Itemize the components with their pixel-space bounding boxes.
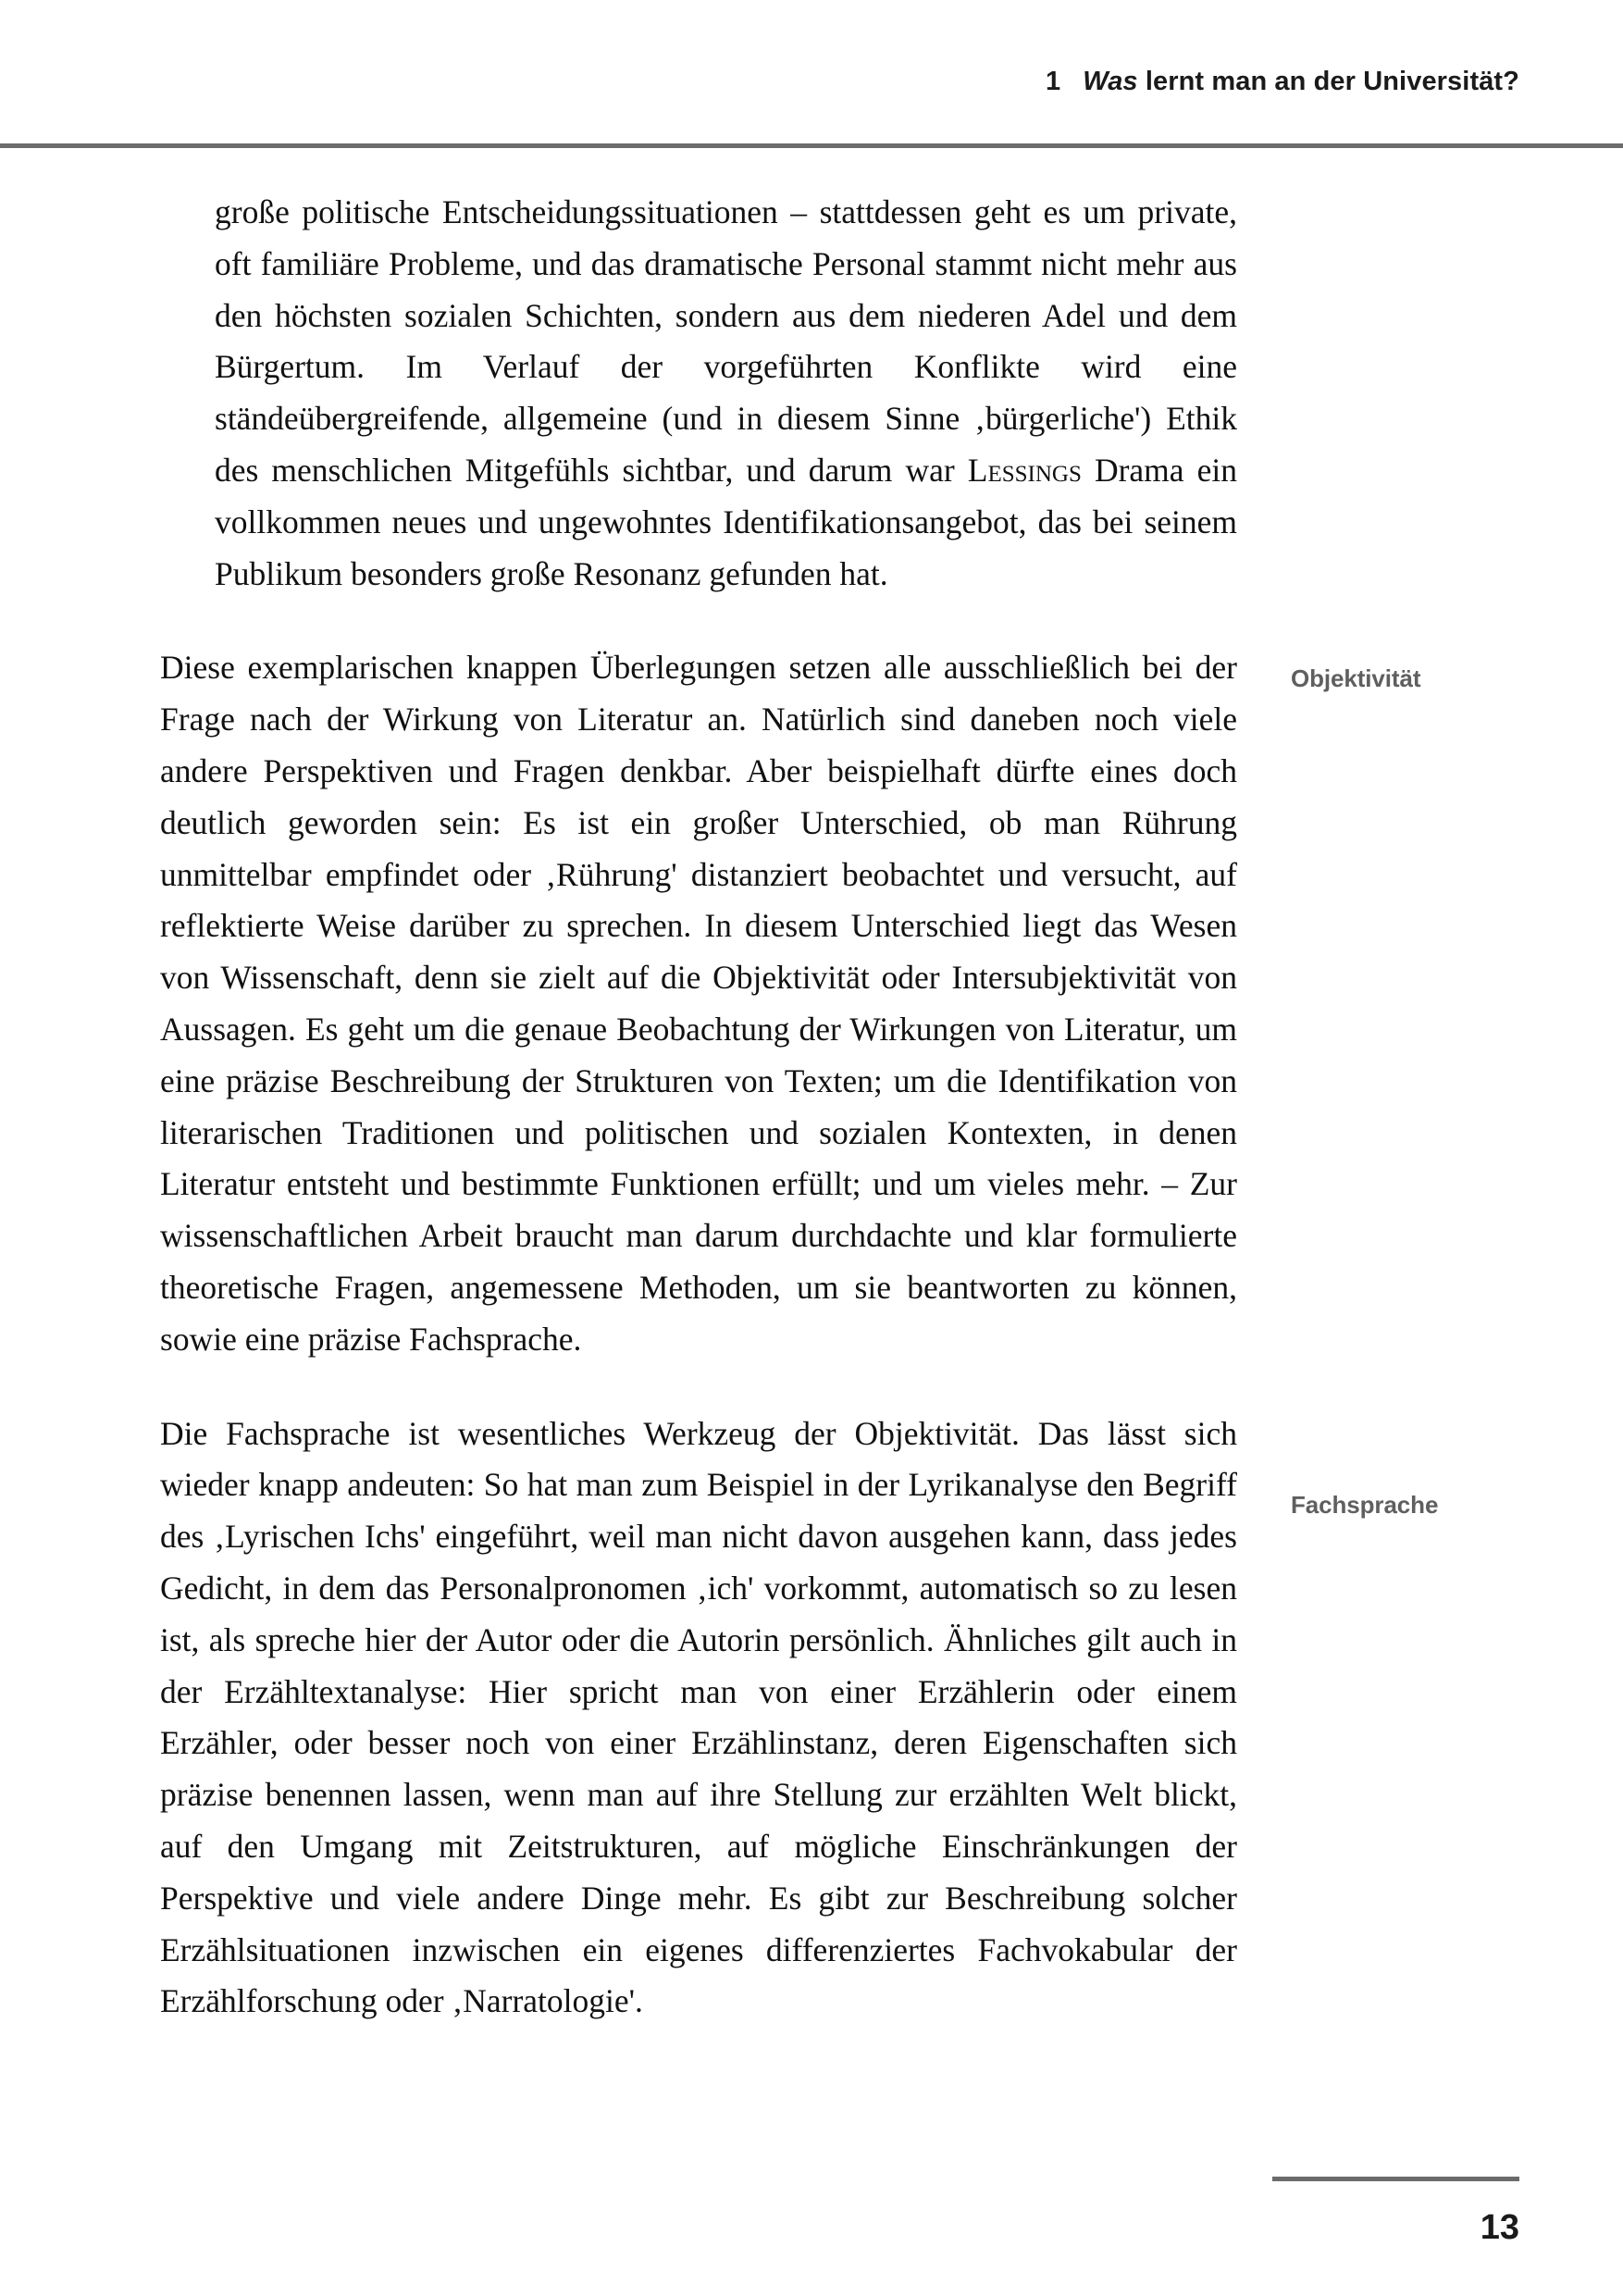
quote-paragraph [215, 187, 1237, 600]
header-divider-rule [0, 143, 1623, 148]
page-number: 13 [1480, 2208, 1519, 2247]
margin-note-fachsprache: Fachsprache [1291, 1491, 1439, 1519]
running-head-title-rest: lernt man an der Universität? [1145, 67, 1519, 96]
indented-quote-block [160, 187, 1237, 600]
running-head-title-emphasis: Was [1083, 67, 1138, 96]
footer-divider-rule [1272, 2177, 1519, 2181]
running-head [0, 67, 1623, 115]
running-head-chapter-number: 1 [1046, 67, 1061, 96]
margin-note-objektivitaet: Objektivität [1291, 664, 1421, 692]
paragraph-fachsprache: Die Fachsprache ist wesentliches Werkzeug der Objektivität. Das lässt sich wieder knapp andeuten: So hat man zum Beispiel in der Lyrikanalyse den Begriff des ‚Lyrischen Ichs' eingeführt, weil man nicht davon ausgehen kann, dass jedes Gedicht, in dem das Personalpronomen ‚ich' vorkommt, automatisch so zu lesen ist, als spreche hier der Autor oder die Autorin persönlich. Ähnliches gilt auch in der Erzähltextanalyse: Hier spricht man von einer Erzählerin oder einem Erzähler, oder besser noch von einer Erzählinstanz, deren Eigenschaften sich präzise benennen lassen, wenn man auf ihre Stellung zur erzählten Welt blickt, auf den Umgang mit Zeitstrukturen, auf mögliche Einschränkungen der Perspektive und viele andere Dinge mehr. Es gibt zur Beschreibung solcher Erzählsituationen inzwischen ein eigenes differenziertes Fachvokabular der Erzählforschung oder ‚Narratologie'. [160, 1414, 1237, 2020]
text-column [160, 187, 1237, 2028]
quote-paragraph-head: große politische Entscheidungssituationen – stattdessen geht es um private, oft familiäre Probleme, und das dramatische Personal stammt nicht mehr aus den höchsten sozialen Schichten, sondern aus dem niederen Adel und dem Bürgertum. Im Verlauf der vorgeführten Konflikte wird eine ständeübergreifende, allgemeine (und in diesem Sinne ‚bürgerliche') Ethik des menschlichen Mitgefühls sichtbar, und darum war [215, 193, 1237, 489]
quote-smallcaps-name: Lessings [967, 451, 1082, 489]
paragraph-objektivitaet: Diese exemplarischen knappen Überlegungen setzen alle ausschließlich bei der Frage nach der Wirkung von Literatur an. Natürlich sind daneben noch viele andere Perspektiven und Fragen denkbar. Aber beispielhaft dürfte eines doch deutlich geworden sein: Es ist ein großer Unterschied, ob man Rührung unmittelbar empfindet oder ‚Rührung' distanziert beobachtet und versucht, auf reflektierte Weise darüber zu sprechen. In diesem Unterschied liegt das Wesen von Wissenschaft, denn sie zielt auf die Objektivität oder Intersubjektivität von Aussagen. Es geht um die genaue Beobachtung der Wirkungen von Literatur, um eine präzise Beschreibung der Strukturen von Texten; um die Identifikation von literarischen Traditionen und politischen und sozialen Kontexten, in denen Literatur entsteht und bestimmte Funktionen erfüllt; und um vieles mehr. – Zur wissenschaftlichen Arbeit braucht man darum durchdachte und klar formulierte theoretische Fragen, angemessene Methoden, um sie beantworten zu können, sowie eine präzise Fachsprache. [160, 649, 1237, 1358]
quote-paragraph-tail: Drama ein vollkommen neues und ungewohntes Identifikationsangebot, das bei seinem Publikum besonders große Resonanz gefunden hat. [215, 451, 1237, 592]
